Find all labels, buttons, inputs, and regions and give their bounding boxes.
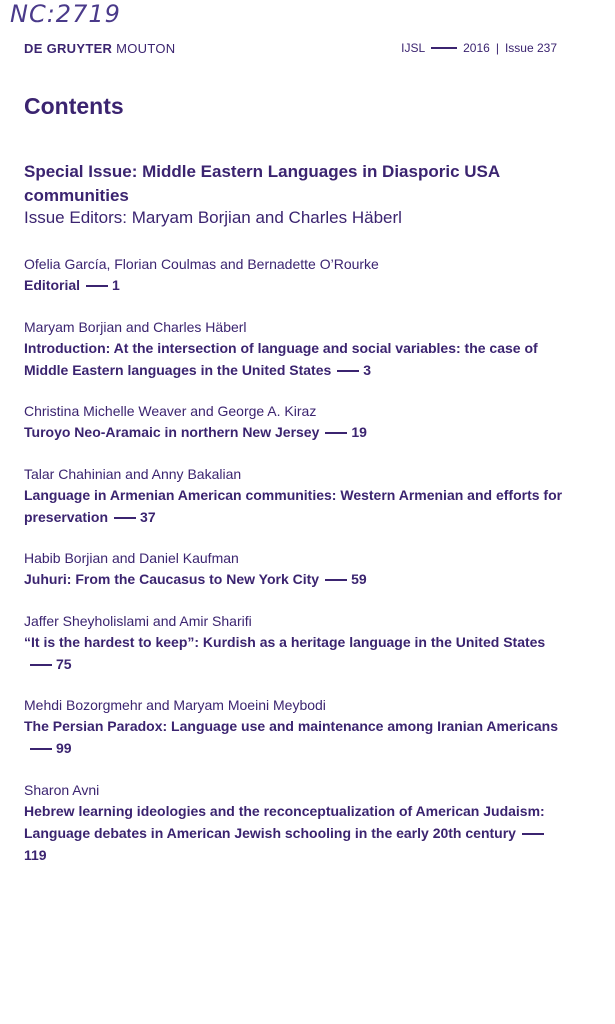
- entry-title[interactable]: Juhuri: From the Caucasus to New York City 59: [24, 571, 367, 587]
- journal-year: 2016: [463, 41, 490, 55]
- entry-title[interactable]: Introduction: At the intersection of language and social variables: the case of Middle Eastern languages in the United States 3: [24, 340, 538, 378]
- entry-page: 119: [24, 847, 47, 863]
- entry-title[interactable]: Hebrew learning ideologies and the reconceptualization of American Judaism: Language debates in American Jewish schooling in the early 20th century119: [24, 803, 545, 863]
- entry-title[interactable]: “It is the hardest to keep”: Kurdish as a heritage language in the United States75: [24, 634, 546, 672]
- entry-page: 99: [56, 740, 72, 756]
- entry-page: 37: [140, 509, 156, 525]
- special-issue-title: Special Issue: Middle Eastern Languages in Diasporic USA communities: [24, 162, 500, 205]
- entry-authors: Jaffer Sheyholislami and Amir Sharifi: [24, 613, 252, 629]
- publisher-name-bold: DE GRUYTER: [24, 41, 113, 56]
- publisher-logo: [24, 41, 175, 56]
- entry-authors: Christina Michelle Weaver and George A. Kiraz: [24, 403, 317, 419]
- page-title: Contents: [24, 93, 124, 119]
- entry-authors: Habib Borjian and Daniel Kaufman: [24, 550, 239, 566]
- header-dash: [431, 47, 457, 49]
- toc-entry: [24, 464, 569, 528]
- toc-entry: [24, 317, 569, 381]
- entry-authors: Maryam Borjian and Charles Häberl: [24, 319, 247, 335]
- entry-page: 3: [363, 362, 372, 378]
- toc-entry: [24, 611, 569, 675]
- header-separator: |: [495, 41, 499, 55]
- journal-info: [401, 41, 557, 55]
- entry-authors: Sharon Avni: [24, 782, 100, 798]
- entry-page: 59: [351, 571, 367, 587]
- handwritten-annotation: NC:2719: [10, 0, 121, 28]
- publisher-name-rest: MOUTON: [112, 41, 176, 56]
- journal-abbrev: IJSL: [401, 41, 426, 55]
- toc-entry: [24, 780, 569, 866]
- entry-authors: Ofelia García, Florian Coulmas and Bernadette O’Rourke: [24, 256, 379, 272]
- entry-title[interactable]: The Persian Paradox: Language use and maintenance among Iranian Americans99: [24, 718, 558, 756]
- entry-page: 75: [56, 656, 72, 672]
- toc-entry: [24, 401, 569, 443]
- entry-authors: Mehdi Bozorgmehr and Maryam Moeini Meybodi: [24, 697, 326, 713]
- toc-entry: [24, 548, 569, 590]
- entry-authors: Talar Chahinian and Anny Bakalian: [24, 466, 242, 482]
- entry-title[interactable]: Turoyo Neo-Aramaic in northern New Jersey 19: [24, 424, 367, 440]
- entry-title[interactable]: Language in Armenian American communities: Western Armenian and efforts for preservation 37: [24, 487, 563, 525]
- journal-issue: Issue 237: [504, 41, 557, 55]
- entry-page: 19: [351, 424, 367, 440]
- toc-entry: [24, 254, 569, 296]
- entry-page: 1: [112, 277, 120, 293]
- special-issue-editors: Issue Editors: Maryam Borjian and Charles Häberl: [24, 208, 402, 227]
- entry-title[interactable]: Editorial 1: [24, 277, 120, 293]
- toc-entry: [24, 695, 569, 759]
